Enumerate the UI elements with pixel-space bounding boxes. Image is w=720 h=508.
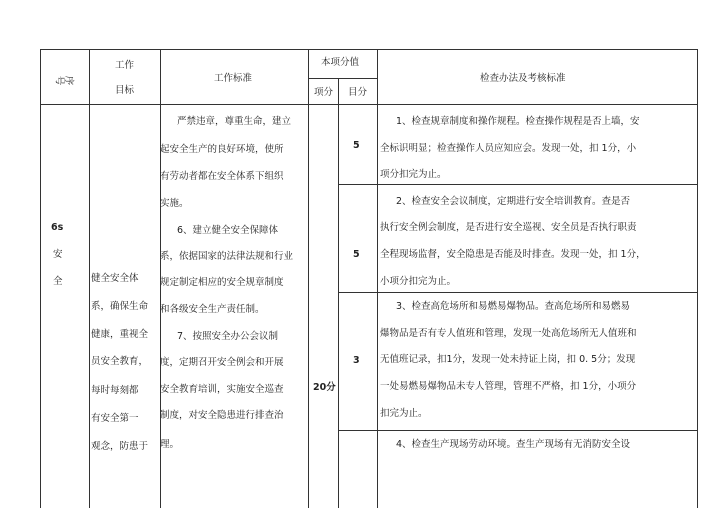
- rule-right: [697, 49, 698, 508]
- header-score-sub: 目分: [348, 87, 368, 98]
- check-line: 4、检查生产现场劳动环境。查生产现场有无消防安全设: [396, 439, 631, 450]
- standard-line: 安全教育培训，实施安全巡查: [160, 384, 284, 395]
- rule-check-3: [338, 430, 697, 431]
- rule-col-3: [308, 49, 309, 508]
- check-line: 全标识明显；检查操作人员应知应会。发现一处，扣 1分，小: [380, 143, 637, 154]
- goal-line: 观念，防患于: [91, 441, 149, 452]
- standard-line: 和各级安全生产责任制。: [160, 304, 265, 315]
- header-goal-b: 目标: [115, 85, 135, 96]
- check-line: 1、检查规章制度和操作规程。检查操作规程是否上墙，安: [396, 116, 640, 127]
- check-line: 2、检查安全会议制度，定期进行安全培训教育。查是否: [396, 196, 631, 207]
- standard-line: 6、建立健全安全保障体: [177, 225, 279, 236]
- standard-line: 7、按照安全办公会议制: [177, 331, 279, 342]
- goal-line: 健全安全体: [91, 273, 139, 284]
- standard-line: 度，定期召开安全例会和开展: [160, 357, 284, 368]
- rule-score-split: [308, 78, 377, 79]
- check-line: 3、检查高危场所和易燃易爆物品。查高危场所和易燃易: [396, 301, 631, 312]
- standard-line: 制度，对安全隐患进行排查治: [160, 410, 284, 421]
- header-score-item: 项分: [314, 87, 334, 98]
- check-line: 项分扣完为止。: [380, 169, 447, 180]
- check-line: 扣完为止。: [380, 408, 428, 419]
- standard-line: 系，依据国家的法律法规和行业: [160, 251, 294, 262]
- item-score-2: 5: [353, 249, 360, 260]
- rule-header-bottom: [40, 104, 697, 105]
- goal-line: 员安全教育，: [91, 356, 149, 367]
- goal-line: 每时每刻都: [91, 385, 139, 396]
- header-seq: 序号: [55, 73, 75, 85]
- total-score: 20分: [313, 382, 336, 393]
- goal-line: 健康，重视全: [91, 329, 149, 340]
- category-char-2: 全: [53, 276, 63, 287]
- rule-check-1: [338, 184, 697, 185]
- header-check: 检查办法及考核标准: [480, 73, 566, 84]
- standard-line: 理。: [160, 439, 180, 450]
- category-char-1: 安: [53, 249, 63, 260]
- standard-line: 实施。: [160, 198, 189, 209]
- standard-line: 规定制定相应的安全规章制度: [160, 277, 284, 288]
- check-line: 爆物品是否有专人值班和管理，发现一处高危场所无人值班和: [380, 328, 637, 339]
- rule-col-5: [377, 49, 378, 508]
- header-goal-a: 工作: [115, 60, 135, 71]
- rule-top: [40, 49, 697, 50]
- category-number: 6s: [51, 222, 64, 233]
- rule-col-4: [338, 78, 339, 508]
- header-score-group: 本项分值: [321, 57, 360, 68]
- item-score-1: 5: [353, 140, 360, 151]
- check-line: 无值班记录，扣1分，发现一处未持证上岗，扣 0. 5分；发现: [380, 354, 636, 365]
- rule-left: [40, 49, 41, 508]
- standard-line: 起安全生产的良好环境，使所: [160, 144, 284, 155]
- check-line: 小项分扣完为止。: [380, 276, 457, 287]
- goal-line: 有安全第一: [91, 413, 139, 424]
- goal-line: 系，确保生命: [91, 301, 149, 312]
- header-standard: 工作标准: [214, 73, 253, 84]
- check-line: 一处易燃易爆物品未专人管理，管理不严格，扣 1分，小项分: [380, 381, 637, 392]
- check-line: 全程现场监督，安全隐患是否能及时排查。发现一处，扣 1分，: [380, 249, 646, 260]
- item-score-3: 3: [353, 355, 360, 366]
- standard-line: 有劳动者都在安全体系下组织: [160, 171, 284, 182]
- standard-line: 严禁违章，尊重生命，建立: [177, 116, 292, 127]
- rule-col-1: [89, 49, 90, 508]
- check-line: 执行安全例会制度，是否进行安全巡视、安全员是否执行职责: [380, 222, 637, 233]
- rule-check-2: [338, 292, 697, 293]
